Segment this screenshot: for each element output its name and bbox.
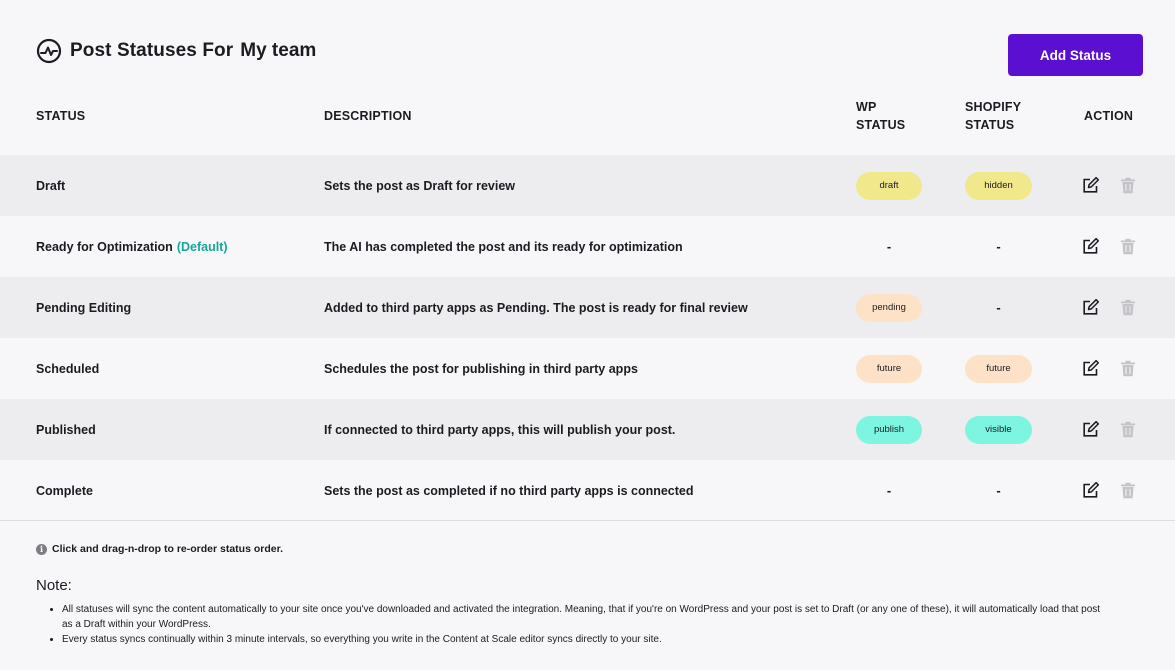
shopify-status-cell [965, 216, 1032, 277]
wp-status-cell [856, 460, 922, 521]
trash-icon[interactable] [1120, 177, 1136, 194]
note-item: • Every status syncs continually within 3 minute intervals, so everything you write in the Content at Scale editor syncs directly to your site. [62, 632, 1102, 647]
status-description: The AI has completed the post and its ready for optimization [324, 239, 683, 254]
table-row[interactable] [0, 216, 1175, 277]
wp-status-badge: publish [856, 416, 922, 444]
trash-icon[interactable] [1120, 482, 1136, 499]
note-list [62, 602, 1102, 647]
status-name: Complete [36, 483, 93, 498]
wp-status-badge: future [856, 355, 922, 383]
shopify-status-cell [965, 338, 1032, 399]
wp-status-cell [856, 399, 922, 460]
status-description: Sets the post as completed if no third party apps is connected [324, 483, 694, 498]
status-name-cell [36, 277, 135, 338]
status-name-cell [36, 338, 103, 399]
shopify-status-badge: visible [965, 416, 1032, 444]
status-description: Schedules the post for publishing in third party apps [324, 361, 638, 376]
status-name-cell [36, 399, 100, 460]
shopify-header-line2: STATUS [965, 118, 1015, 132]
shopify-status-badge: - [996, 300, 1001, 315]
shopify-status-badge: hidden [965, 172, 1032, 200]
wp-status-badge: - [886, 483, 892, 498]
edit-icon[interactable] [1082, 421, 1099, 438]
trash-icon[interactable] [1120, 299, 1136, 316]
trash-icon[interactable] [1120, 238, 1136, 255]
reorder-hint-text: Click and drag-n-drop to re-order status order. [52, 543, 284, 555]
edit-icon[interactable] [1082, 177, 1099, 194]
note-item: • All statuses will sync the content automatically to your site once you've downloaded and activated the integration. Meaning, that if you're on WordPress and your post is set to Draft (or any one of these), it will automatically load that post as a Draft within your WordPress. [62, 602, 1102, 632]
wp-status-cell [856, 155, 922, 216]
status-name-cell [36, 155, 69, 216]
table-row[interactable] [0, 460, 1175, 521]
table-row[interactable] [0, 338, 1175, 399]
table-row[interactable] [0, 399, 1175, 460]
edit-icon[interactable] [1082, 238, 1099, 255]
shopify-status-cell [965, 399, 1032, 460]
table-row[interactable] [0, 155, 1175, 216]
shopify-status-cell [965, 277, 1032, 338]
shopify-status-badge: - [996, 239, 1001, 254]
default-label: (Default) [176, 239, 228, 254]
status-description: If connected to third party apps, this will publish your post. [324, 422, 676, 437]
status-name-cell [36, 216, 228, 277]
column-header-status: STATUS [36, 109, 86, 123]
status-description: Added to third party apps as Pending. The post is ready for final review [324, 300, 748, 315]
trash-icon[interactable] [1120, 360, 1136, 377]
status-name: Draft [36, 178, 66, 193]
wp-status-badge: - [886, 239, 892, 254]
page-title: Post Statuses For [70, 40, 234, 61]
status-description: Sets the post as Draft for review [324, 178, 516, 193]
footer-divider [0, 520, 1175, 521]
shopify-header-line1: SHOPIFY [965, 100, 1022, 114]
edit-icon[interactable] [1082, 360, 1099, 377]
wp-status-cell [856, 216, 922, 277]
info-icon: i [36, 544, 47, 555]
activity-icon [36, 38, 62, 64]
page-header [36, 38, 316, 64]
status-name: Pending Editing [36, 300, 132, 315]
shopify-status-badge: - [996, 483, 1001, 498]
wp-status-badge: draft [856, 172, 922, 200]
reorder-hint [36, 543, 283, 555]
add-status-button[interactable]: Add Status [1008, 34, 1143, 76]
shopify-status-cell [965, 460, 1032, 521]
column-header-description: DESCRIPTION [324, 109, 412, 123]
status-name: Scheduled [36, 361, 100, 376]
team-name: My team [240, 40, 317, 61]
column-header-action: ACTION [1084, 109, 1134, 123]
wp-status-badge: pending [856, 294, 922, 322]
wp-status-cell [856, 277, 922, 338]
note-title: Note: [36, 577, 72, 594]
status-name-cell [36, 460, 97, 521]
edit-icon[interactable] [1082, 299, 1099, 316]
column-header-shopify-status [965, 98, 1021, 134]
column-header-wp-status [856, 98, 905, 134]
table-row[interactable] [0, 277, 1175, 338]
edit-icon[interactable] [1082, 482, 1099, 499]
shopify-status-badge: future [965, 355, 1032, 383]
shopify-status-cell [965, 155, 1032, 216]
wp-header-line1: WP [856, 100, 877, 114]
trash-icon[interactable] [1120, 421, 1136, 438]
status-table [0, 155, 1175, 521]
status-name: Ready for Optimization [36, 239, 173, 254]
wp-status-cell [856, 338, 922, 399]
status-name: Published [36, 422, 96, 437]
wp-header-line2: STATUS [856, 118, 906, 132]
